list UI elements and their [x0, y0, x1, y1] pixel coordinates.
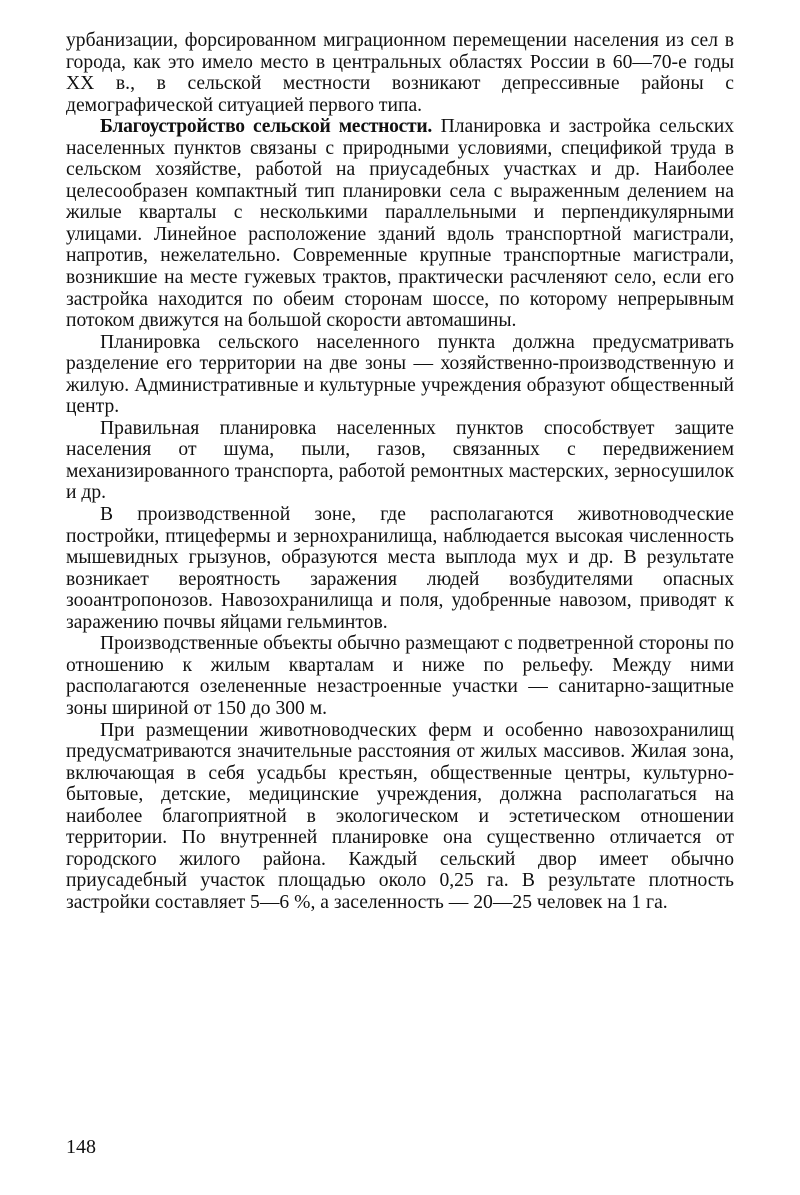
page-body	[66, 30, 734, 913]
paragraph-protection: Правильная планировка населенных пунктов способствует защите населения от шума, пыли, газов, связанных с передвижением механизированного транспорта, работой ремонтных мастерских, зерносушилок и др.	[66, 417, 734, 504]
section-heading: Благоустройство сельской местности.	[100, 116, 432, 138]
paragraph-continuation: урбанизации, форсированном миграционном перемещении населения из сел в города, как это имело место в центральных областях России в 60—70-е годы XX в., в сельской местности возникают депрессивные районы с демографической ситуацией первого типа.	[66, 30, 734, 116]
paragraph-residential-zone: При размещении животноводческих ферм и особенно навозохранилищ предусматриваются значительные расстояния от жилых массивов. Жилая зона, включающая в себя усадьбы крестьян, общественные центры, культурно-бытовые, детские, медицинские учреждения, должна располагаться на наиболее благоприятной в экологическом и эстетическом отношении территории. По внутренней планировке она существенно отличается от городского жилого района. Каждый сельский двор имеет обычно приусадебный участок площадью около 0,25 га. В результате плотность застройки составляет 5—6 %, а заселенность — 20—25 человек на 1 га.	[66, 719, 734, 913]
paragraph-rural-improvement	[66, 116, 734, 331]
paragraph-production-zone: В производственной зоне, где располагаются животноводческие постройки, птицефермы и зернохранилища, наблюдается высокая численность мышевидных грызунов, образуются места выплода мух и др. В результате возникает вероятность заражения людей возбудителями опасных зооантропонозов. Навозохранилища и поля, удобренные навозом, приводят к заражению почвы яйцами гельминтов.	[66, 504, 734, 633]
page-number: 148	[66, 1136, 96, 1158]
paragraph-zoning: Планировка сельского населенного пункта должна предусматривать разделение его территории на две зоны — хозяйственно-производственную и жилую. Административные и культурные учреждения образуют общественный центр.	[66, 331, 734, 418]
paragraph-text: Планировка и застройка сельских населенных пунктов связаны с природными условиями, спецификой труда в сельском хозяйстве, работой на приусадебных участках и др. Наиболее целесообразен компактный тип планировки села с выраженным делением на жилые кварталы с несколькими параллельными и перпендикулярными улицами. Линейное расположение зданий вдоль транспортной магистрали, напротив, нежелательно. Современные крупные транспортные магистрали, возникшие на месте гужевых трактов, практически расчленяют село, если его застройка находится по обеим сторонам шоссе, по которому непрерывным потоком движутся на большой скорости автомашины.	[66, 116, 735, 332]
paragraph-production-objects: Производственные объекты обычно размещают с подветренной стороны по отношению к жилым кварталам и ниже по рельефу. Между ними располагаются озелененные незастроенные участки — санитарно-защитные зоны шириной от 150 до 300 м.	[66, 633, 734, 719]
